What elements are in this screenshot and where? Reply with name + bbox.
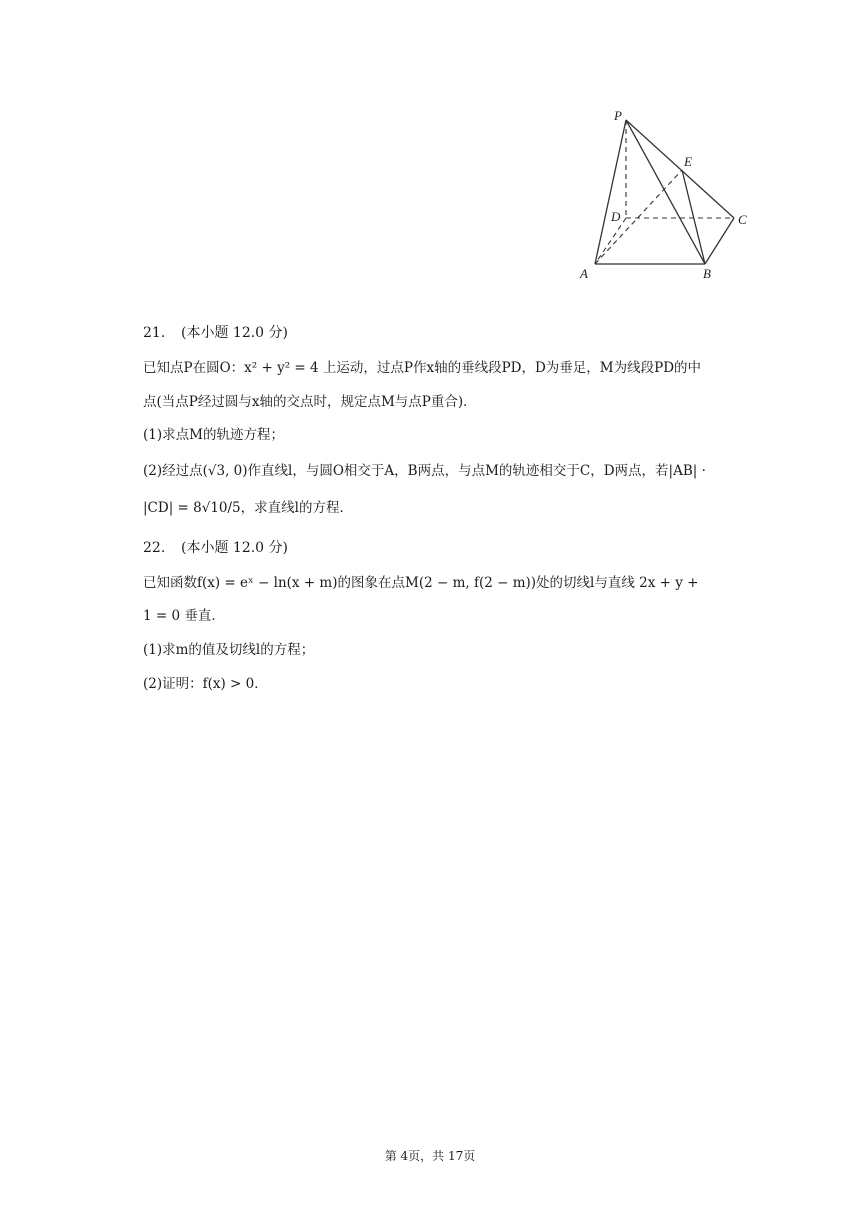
q21-part2a: (2)经过点(√3, 0)作直线l，与圆O相交于A，B两点，与点M的轨迹相交于C，D两点，若|AB| · (143, 463, 706, 479)
label-C: C (738, 212, 747, 227)
q22-line1: 已知函数f(x) = eˣ − ln(x + m)的图象在点M(2 − m, f(2 − m))处的切线l与直线 2x + y + (143, 575, 699, 591)
edge-PA (595, 120, 626, 264)
q22-number: 22. (143, 540, 166, 556)
label-P: P (614, 108, 622, 123)
q22-line2: 1 = 0 垂直． (143, 608, 225, 624)
label-E: E (684, 154, 692, 169)
q21-line1: 已知点P在圆O：x² + y² = 4 上运动，过点P作x轴的垂线段PD，D为垂足，M为线段PD的中 (143, 360, 702, 376)
q22-points: (本小题 12.0 分) (181, 540, 288, 556)
edge-BC (705, 218, 734, 264)
q22-part1: (1)求m的值及切线l的方程； (143, 642, 315, 658)
q21-part1: (1)求点M的轨迹方程； (143, 427, 284, 443)
label-A: A (580, 266, 588, 281)
q21-points: (本小题 12.0 分) (181, 325, 288, 341)
label-D: D (611, 209, 621, 224)
q21-number: 21. (143, 325, 166, 341)
q21-line2: 点(当点P经过圆与x轴的交点时，规定点M与点P重合)． (143, 394, 477, 410)
q21-header (143, 323, 288, 343)
edge-PE (626, 120, 734, 218)
q22-header (143, 538, 288, 558)
pyramid-diagram (572, 100, 762, 285)
edge-EB (682, 170, 705, 264)
pyramid-figure (572, 100, 762, 285)
edge-PB (626, 120, 705, 264)
page-footer: 第 4页，共 17页 (384, 1149, 476, 1163)
q22-part2: (2)证明：f(x) > 0． (143, 676, 268, 692)
q21-part2b: |CD| = 8√10/5，求直线l的方程． (143, 500, 353, 516)
label-B: B (703, 266, 711, 281)
edge-AE (595, 170, 682, 264)
